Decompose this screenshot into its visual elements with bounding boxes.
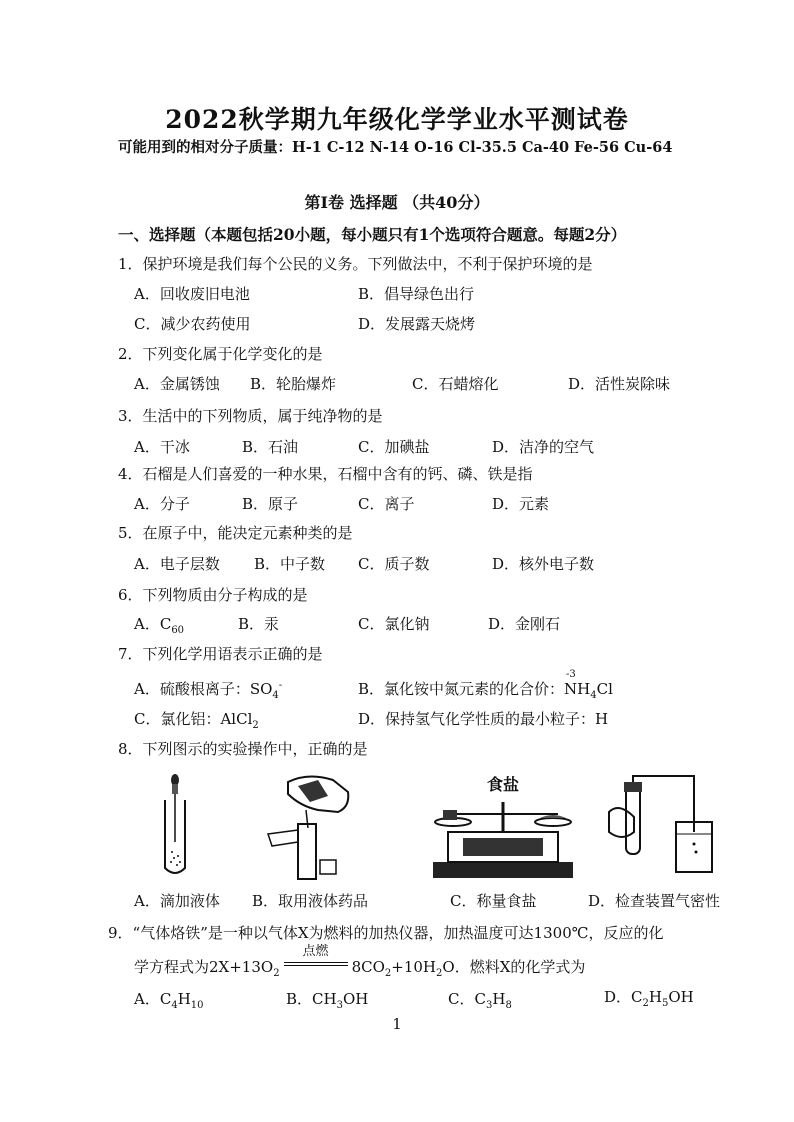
subscript: 4 — [171, 1000, 178, 1011]
valence-nitrogen — [564, 669, 578, 698]
option-text: H — [492, 990, 506, 1008]
question-3-option-c[interactable]: C．加碘盐 — [358, 438, 430, 456]
option-text: C．C — [448, 990, 486, 1008]
question-4-stem: 4．石榴是人们喜爱的一种水果，石榴中含有的钙、磷、铁是指 — [118, 465, 533, 483]
question-9-stem-line1: 9．“气体烙铁”是一种以气体X为燃料的加热仪器，加热温度可达1300℃，反应的化 — [108, 924, 664, 942]
question-2-option-a[interactable]: A．金属锈蚀 — [134, 375, 220, 393]
question-8-stem: 8．下列图示的实验操作中，正确的是 — [118, 740, 368, 758]
figure-pouring-liquid — [258, 772, 358, 882]
subscript: 3 — [485, 1000, 493, 1011]
question-3-option-a[interactable]: A．干冰 — [134, 438, 190, 456]
equation-part: 8CO — [351, 958, 385, 976]
exam-title: 2022秋学期九年级化学学业水平测试卷 — [165, 105, 629, 134]
question-3-option-b[interactable]: B．石油 — [242, 438, 299, 456]
option-text: B．CH — [286, 990, 337, 1008]
question-7-option-d[interactable]: D．保持氢气化学性质的最小粒子：H — [358, 710, 609, 728]
option-text: OH — [668, 988, 694, 1006]
equation-part: +10H — [391, 958, 437, 976]
question-6-option-b[interactable]: B．汞 — [238, 615, 280, 633]
question-8-option-d[interactable]: D．检查装置气密性 — [588, 892, 721, 910]
question-5-option-d[interactable]: D．核外电子数 — [492, 555, 595, 573]
figure-airtight-check — [604, 772, 714, 882]
question-1-option-d[interactable]: D．发展露天烧烤 — [358, 315, 476, 333]
option-text: A．硫酸根离子：SO — [134, 680, 273, 698]
question-5-stem: 5．在原子中，能决定元素种类的是 — [118, 524, 353, 542]
figure-balance — [428, 792, 578, 882]
question-5-option-c[interactable]: C．质子数 — [358, 555, 430, 573]
question-9-stem-line2 — [134, 944, 586, 979]
question-7-option-b[interactable] — [358, 669, 613, 701]
question-6-stem: 6．下列物质由分子构成的是 — [118, 586, 308, 604]
question-8-option-a[interactable]: A．滴加液体 — [134, 892, 220, 910]
option-text: C．氯化铝：AlCl — [134, 710, 253, 728]
element-h: H — [577, 680, 591, 698]
page-number: 1 — [392, 1015, 402, 1033]
equation-part: O．燃料X的化学式为 — [442, 958, 586, 976]
question-6-option-d[interactable]: D．金刚石 — [488, 615, 561, 633]
element-n: N — [564, 680, 578, 698]
question-5-option-b[interactable]: B．中子数 — [254, 555, 326, 573]
subscript: 2 — [273, 968, 280, 979]
question-6-option-a[interactable] — [134, 613, 184, 636]
subscript: 2 — [642, 998, 649, 1009]
question-4-option-a[interactable]: A．分子 — [134, 495, 190, 513]
question-7-stem: 7．下列化学用语表示正确的是 — [118, 645, 323, 663]
superscript: - — [278, 680, 283, 691]
option-text: OH — [342, 990, 369, 1008]
question-7-option-c[interactable] — [134, 708, 259, 731]
reaction-condition: 点燃 — [302, 944, 329, 959]
question-4-option-d[interactable]: D．元素 — [492, 495, 550, 513]
subscript: 4 — [272, 690, 279, 701]
question-1-stem: 1．保护环境是我们每个公民的义务。下列做法中，不利于保护环境的是 — [118, 255, 593, 273]
question-7-option-a[interactable] — [134, 678, 282, 701]
option-text: H — [648, 988, 662, 1006]
question-8-option-b[interactable]: B．取用液体药品 — [252, 892, 369, 910]
subscript: 3 — [336, 1000, 343, 1011]
question-2-option-c[interactable]: C．石蜡熔化 — [412, 375, 499, 393]
question-1-option-b[interactable]: B．倡导绿色出行 — [358, 285, 475, 303]
question-8-option-c[interactable]: C．称量食盐 — [450, 892, 537, 910]
subscript: 60 — [171, 625, 185, 636]
relative-masses: 可能用到的相对分子质量：H-1 C-12 N-14 O-16 Cl-35.5 Ca-40 Fe-56 Cu-64 — [118, 139, 673, 156]
element-cl: Cl — [596, 680, 613, 698]
question-9-option-c[interactable] — [448, 988, 512, 1011]
option-text: B．氯化铵中氮元素的化合价： — [358, 680, 565, 698]
arrow-line — [284, 962, 348, 963]
subscript: 2 — [252, 720, 259, 731]
equation-part: 学方程式为2X+13O — [134, 958, 274, 976]
question-2-stem: 2．下列变化属于化学变化的是 — [118, 345, 323, 363]
option-text: D．C — [604, 988, 643, 1006]
question-9-option-d[interactable] — [604, 986, 694, 1009]
figure-balance-label: 食盐 — [487, 775, 520, 794]
question-3-option-d[interactable]: D．洁净的空气 — [492, 438, 595, 456]
question-4-option-c[interactable]: C．离子 — [358, 495, 415, 513]
arrow-line — [284, 965, 348, 966]
question-2-option-d[interactable]: D．活性炭除味 — [568, 375, 671, 393]
option-text: H — [177, 990, 191, 1008]
option-text: A．C — [134, 615, 172, 633]
reaction-arrow — [284, 944, 348, 972]
question-6-option-c[interactable]: C．氯化钠 — [358, 615, 430, 633]
question-1-option-c[interactable]: C．减少农药使用 — [134, 315, 251, 333]
question-5-option-a[interactable]: A．电子层数 — [134, 555, 220, 573]
question-9-option-b[interactable] — [286, 988, 368, 1011]
question-4-option-b[interactable]: B．原子 — [242, 495, 299, 513]
option-text: A．C — [134, 990, 172, 1008]
subscript: 2 — [436, 968, 443, 979]
subscript: 2 — [384, 968, 392, 979]
valence-mark: -3 — [566, 669, 576, 680]
subscript: 10 — [190, 1000, 204, 1011]
subscript: 8 — [505, 1000, 512, 1011]
question-2-option-b[interactable]: B．轮胎爆炸 — [250, 375, 337, 393]
question-1-option-a[interactable]: A．回收废旧电池 — [134, 285, 250, 303]
section-title: 第I卷 选择题 （共40分） — [304, 193, 490, 212]
question-3-stem: 3．生活中的下列物质，属于纯净物的是 — [118, 407, 383, 425]
figure-dropping-liquid — [150, 772, 200, 882]
subscript: 4 — [590, 690, 597, 701]
subscript: 5 — [661, 998, 669, 1009]
question-9-option-a[interactable] — [134, 988, 204, 1011]
part-title: 一、选择题（本题包括20小题，每小题只有1个选项符合题意。每题2分） — [118, 225, 627, 244]
